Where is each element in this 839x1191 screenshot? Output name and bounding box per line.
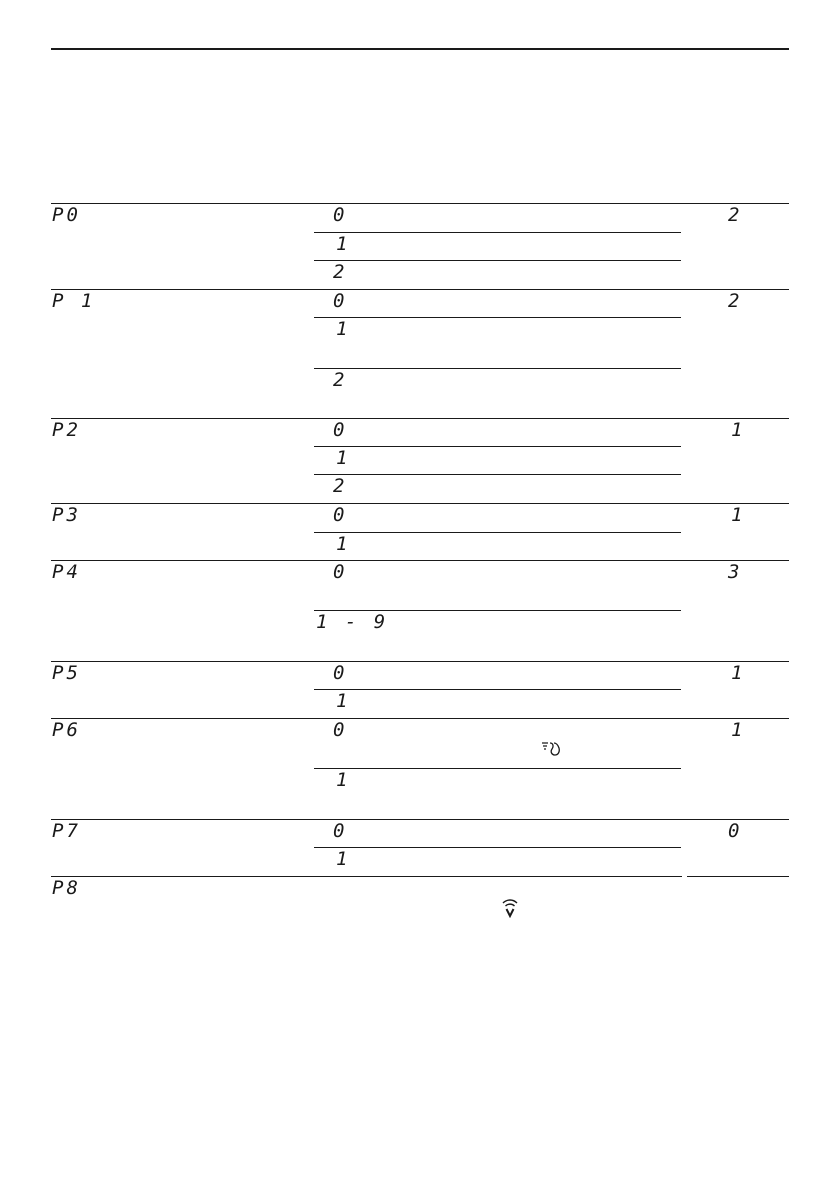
option-divider — [314, 446, 681, 447]
row-divider — [51, 819, 789, 820]
option-value: 0 — [333, 504, 348, 526]
option-divider — [314, 232, 681, 233]
default-value: 0 — [728, 820, 743, 842]
default-value: 1 — [731, 419, 746, 441]
param-code: P 1 — [52, 290, 96, 312]
row-divider — [687, 876, 789, 877]
option-divider — [314, 317, 681, 318]
option-value: 0 — [333, 561, 348, 583]
param-code: P3 — [52, 504, 81, 526]
option-divider — [314, 532, 681, 533]
row-divider — [51, 560, 789, 561]
option-divider — [314, 474, 681, 475]
param-code: P2 — [52, 419, 81, 441]
option-divider — [314, 260, 681, 261]
default-value: 2 — [728, 290, 743, 312]
hood-fan-icon — [541, 740, 563, 758]
option-value: 0 — [333, 820, 348, 842]
option-value: 1 — [336, 233, 351, 255]
option-value: 1 — [336, 533, 351, 555]
param-code: P5 — [52, 662, 81, 684]
param-code: P0 — [52, 204, 81, 226]
option-value: 1 - 9 — [316, 611, 389, 633]
row-divider — [51, 203, 789, 204]
row-divider — [51, 503, 789, 504]
default-value: 2 — [728, 204, 743, 226]
wifi-down-icon — [501, 898, 519, 918]
param-code: P8 — [52, 877, 81, 899]
option-value: 0 — [333, 290, 348, 312]
default-value: 1 — [731, 504, 746, 526]
param-code: P6 — [52, 719, 81, 741]
row-divider — [51, 289, 789, 290]
option-value: 1 — [336, 848, 351, 870]
default-value: 1 — [731, 662, 746, 684]
option-divider — [314, 689, 681, 690]
option-divider — [314, 368, 681, 369]
option-value: 2 — [333, 475, 348, 497]
option-value: 0 — [333, 719, 348, 741]
option-value: 0 — [333, 204, 348, 226]
option-value: 1 — [336, 769, 351, 791]
option-value: 1 — [336, 690, 351, 712]
option-value: 2 — [333, 261, 348, 283]
row-divider — [51, 418, 789, 419]
default-value: 1 — [731, 719, 746, 741]
row-divider — [51, 718, 789, 719]
option-value: 2 — [333, 369, 348, 391]
row-divider — [51, 876, 682, 877]
option-value: 1 — [336, 318, 351, 340]
option-value: 0 — [333, 419, 348, 441]
row-divider — [51, 661, 789, 662]
param-code: P7 — [52, 820, 81, 842]
option-divider — [314, 847, 681, 848]
default-value: 3 — [728, 561, 743, 583]
option-value: 1 — [336, 447, 351, 469]
option-value: 0 — [333, 662, 348, 684]
option-divider — [314, 768, 681, 769]
page-top-rule — [51, 48, 789, 50]
param-code: P4 — [52, 561, 81, 583]
